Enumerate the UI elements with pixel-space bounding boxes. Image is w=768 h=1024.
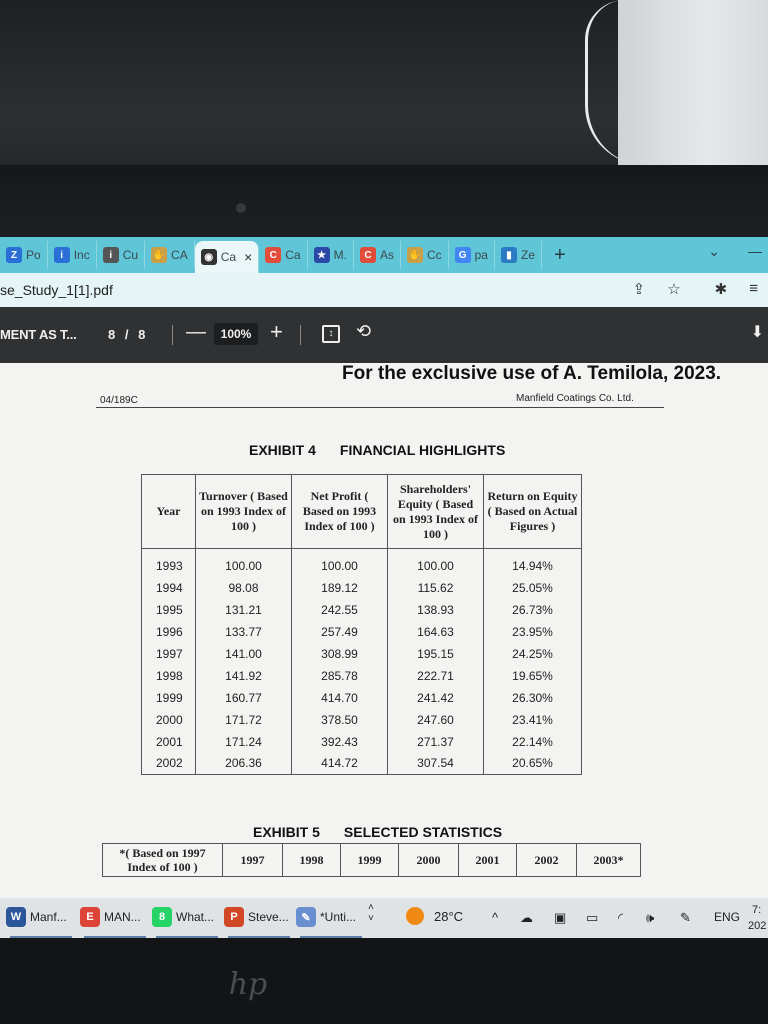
year-cell: 1997: [142, 643, 196, 665]
column-header: 1997: [223, 844, 283, 877]
taskbar-app-label: *Unti...: [320, 910, 357, 924]
input-language[interactable]: ENG: [714, 910, 741, 924]
info-icon: i: [54, 247, 70, 263]
hand-icon: ✋: [151, 247, 167, 263]
year-cell: 2001: [142, 731, 196, 753]
page-indicator: [108, 327, 145, 342]
value-cell: 222.71: [388, 665, 484, 687]
new-tab-button[interactable]: +: [554, 243, 566, 266]
paint-icon: ✎: [296, 907, 316, 927]
tab-label: Cu: [122, 248, 139, 262]
z-icon: Z: [6, 247, 22, 263]
company-name: Manfield Coatings Co. Ltd.: [516, 393, 634, 404]
weather-widget[interactable]: [406, 907, 463, 925]
value-cell: 206.36: [196, 753, 292, 775]
page-total: 8: [138, 327, 146, 342]
table-row: [142, 753, 582, 775]
column-header: Return on Equity ( Based on Actual Figures ): [484, 475, 582, 549]
value-cell: 23.95%: [484, 621, 582, 643]
selected-statistics-table: [102, 843, 641, 877]
value-cell: 392.43: [292, 731, 388, 753]
value-cell: 308.99: [292, 643, 388, 665]
tab-search-chevron-icon[interactable]: ⌄: [708, 243, 720, 259]
monitor-bezel-top: [0, 165, 768, 237]
exhibit4-heading: [249, 442, 505, 458]
pdf-toolbar: [0, 307, 768, 363]
page-separator: /: [124, 327, 129, 342]
tab-label: Ca: [220, 250, 237, 264]
tab-label: Ze: [520, 248, 535, 262]
browser-tab[interactable]: [401, 241, 449, 269]
value-cell: 164.63: [388, 621, 484, 643]
taskbar-app-label: What...: [176, 910, 215, 924]
value-cell: 133.77: [196, 621, 292, 643]
column-header: 2002: [517, 844, 577, 877]
share-icon[interactable]: ⇪: [632, 281, 646, 298]
table-row: [142, 731, 582, 753]
reading-list-icon[interactable]: ≡: [749, 280, 758, 297]
value-cell: 138.93: [388, 599, 484, 621]
tab-strip: [0, 237, 768, 273]
minimize-icon[interactable]: —: [748, 243, 762, 259]
zoom-level[interactable]: 100%: [214, 323, 258, 345]
toolbar-divider: [300, 325, 301, 345]
volume-icon[interactable]: 🕪: [646, 910, 655, 925]
browser-tab[interactable]: [354, 241, 401, 269]
browser-tab[interactable]: [259, 241, 307, 269]
bookmark-star-icon[interactable]: ☆: [667, 281, 681, 298]
windows-taskbar: [0, 898, 768, 938]
exclusive-use-banner: For the exclusive use of A. Temilola, 2023.: [342, 363, 722, 384]
column-header: 1998: [283, 844, 341, 877]
browser-tab[interactable]: [449, 241, 495, 269]
year-cell: 1993: [142, 549, 196, 577]
column-header: Turnover ( Based on 1993 Index of 100 ): [196, 475, 292, 549]
exhibit4-title: FINANCIAL HIGHLIGHTS: [339, 442, 506, 458]
value-cell: 115.62: [388, 577, 484, 599]
hp-logo: hp: [228, 967, 268, 1002]
taskbar-app-label: Manf...: [30, 910, 67, 924]
clock[interactable]: [748, 902, 767, 934]
exhibit5-heading: [253, 824, 502, 840]
hand-icon: ✋: [407, 247, 423, 263]
sun-icon: [406, 907, 424, 925]
table-row: [142, 577, 582, 599]
clock-time: 7:: [752, 904, 762, 916]
table-row: [142, 599, 582, 621]
taskbar-app[interactable]: [80, 907, 141, 927]
rotate-icon[interactable]: ⟲: [356, 321, 372, 341]
toolbar-divider: [172, 325, 173, 345]
page-current[interactable]: 8: [108, 327, 116, 342]
value-cell: 100.00: [388, 549, 484, 577]
year-cell: 2002: [142, 753, 196, 775]
taskbar-app-label: Steve...: [248, 910, 289, 924]
value-cell: 414.72: [292, 753, 388, 775]
value-cell: 189.12: [292, 577, 388, 599]
url-text[interactable]: se_Study_1[1].pdf: [0, 282, 113, 298]
value-cell: 307.54: [388, 753, 484, 775]
tab-label: Po: [26, 248, 41, 262]
value-cell: 141.00: [196, 643, 292, 665]
value-cell: 171.72: [196, 709, 292, 731]
extensions-puzzle-icon[interactable]: ✱: [714, 281, 728, 298]
value-cell: 242.55: [292, 599, 388, 621]
wifi-icon[interactable]: ◜: [618, 910, 624, 925]
value-cell: 98.08: [196, 577, 292, 599]
header-rule: [96, 407, 664, 408]
year-cell: 2000: [142, 709, 196, 731]
pdf-document-title: MENT AS T...: [0, 327, 77, 342]
value-cell: 378.50: [292, 709, 388, 731]
taskbar-app[interactable]: [152, 907, 214, 927]
tab-label: Ca: [285, 248, 301, 262]
browser-tab[interactable]: [97, 241, 145, 269]
value-cell: 19.65%: [484, 665, 582, 687]
year-cell: 1994: [142, 577, 196, 599]
exhibit5-title: SELECTED STATISTICS: [343, 824, 503, 840]
value-cell: 285.78: [292, 665, 388, 687]
exhibit4-label: EXHIBIT 4: [249, 442, 316, 458]
value-cell: 24.25%: [484, 643, 582, 665]
year-cell: 1996: [142, 621, 196, 643]
column-header: 2000: [399, 844, 459, 877]
tab-close-icon[interactable]: ×: [244, 249, 253, 265]
column-header: Year: [142, 475, 196, 549]
browser-tab[interactable]: [308, 241, 354, 269]
taskbar-app[interactable]: [6, 907, 67, 927]
zoom-in-button[interactable]: +: [270, 319, 283, 344]
value-cell: 131.21: [196, 599, 292, 621]
table-row: [142, 621, 582, 643]
browser-tab[interactable]: [145, 241, 195, 269]
value-cell: 25.05%: [484, 577, 582, 599]
year-cell: 1998: [142, 665, 196, 687]
onedrive-icon[interactable]: ☁: [520, 910, 533, 925]
tray-chevron-icon[interactable]: ^: [492, 910, 499, 925]
pen-icon[interactable]: ✎: [680, 910, 691, 925]
value-cell: 414.70: [292, 687, 388, 709]
value-cell: 23.41%: [484, 709, 582, 731]
browser-tab[interactable]: [195, 241, 260, 273]
value-cell: 271.37: [388, 731, 484, 753]
pdf-page: [0, 363, 768, 898]
taskbar-overflow-chevrons-icon[interactable]: ˄ ˅: [368, 902, 374, 924]
monitor-bezel-bottom: [0, 938, 768, 1024]
taskbar-app-label: MAN...: [104, 910, 141, 924]
year-cell: 1995: [142, 599, 196, 621]
value-cell: 100.00: [292, 549, 388, 577]
taskbar-app[interactable]: [296, 907, 356, 927]
financial-highlights-table: [141, 474, 582, 775]
screen: [0, 237, 768, 938]
value-cell: 171.24: [196, 731, 292, 753]
value-cell: 14.94%: [484, 549, 582, 577]
tab-label: pa: [474, 248, 488, 262]
fit-page-icon[interactable]: ↕: [322, 325, 340, 343]
tab-label: M.: [333, 248, 347, 262]
value-cell: 241.42: [388, 687, 484, 709]
browser-tab[interactable]: [495, 241, 542, 269]
column-header: Shareholders' Equity ( Based on 1993 Index of 100 ): [388, 475, 484, 549]
table-row: [142, 643, 582, 665]
tab-label: Inc: [73, 248, 90, 262]
column-header: 1999: [341, 844, 399, 877]
chrome-icon: E: [80, 907, 100, 927]
value-cell: 20.65%: [484, 753, 582, 775]
year-cell: 1999: [142, 687, 196, 709]
table-row: [142, 687, 582, 709]
case-code: 04/189C: [100, 395, 138, 406]
value-cell: 247.60: [388, 709, 484, 731]
table-row: [142, 709, 582, 731]
column-header: 2003*: [577, 844, 641, 877]
value-cell: 100.00: [196, 549, 292, 577]
tab-label: As: [379, 248, 394, 262]
battery-icon[interactable]: ▭: [586, 910, 599, 925]
tab-label: Cc: [426, 248, 442, 262]
powerpoint-icon: P: [224, 907, 244, 927]
table-row: [142, 665, 582, 687]
value-cell: 26.30%: [484, 687, 582, 709]
browser-tab[interactable]: [48, 241, 97, 269]
weather-temp: 28°C: [434, 908, 464, 924]
google-icon: G: [455, 247, 471, 263]
browser-tab[interactable]: [0, 241, 48, 269]
tab-label: CA: [171, 248, 188, 262]
exhibit5-label: EXHIBIT 5: [253, 824, 320, 840]
value-cell: 195.15: [388, 643, 484, 665]
globe-icon: ◉: [201, 249, 217, 265]
meet-now-icon[interactable]: ▣: [554, 910, 567, 925]
clock-date: 202: [748, 920, 767, 932]
c-icon: C: [360, 247, 376, 263]
word-icon: W: [6, 907, 26, 927]
star-icon: ★: [314, 247, 330, 263]
book-icon: ▮: [501, 247, 517, 263]
value-cell: 22.14%: [484, 731, 582, 753]
value-cell: 141.92: [196, 665, 292, 687]
column-header: Net Profit ( Based on 1993 Index of 100 ): [292, 475, 388, 549]
value-cell: 26.73%: [484, 599, 582, 621]
zoom-out-button[interactable]: —: [186, 321, 206, 343]
value-cell: 160.77: [196, 687, 292, 709]
address-bar: [0, 273, 768, 307]
column-header: 2001: [459, 844, 517, 877]
taskbar-app[interactable]: [224, 907, 289, 927]
table-row: [142, 549, 582, 577]
download-icon[interactable]: ⬇: [750, 324, 764, 341]
column-header: *( Based on 1997 Index of 100 ): [103, 844, 223, 877]
c-icon: C: [265, 247, 281, 263]
value-cell: 257.49: [292, 621, 388, 643]
info-circle-icon: i: [103, 247, 119, 263]
webcam: [236, 203, 246, 213]
whatsapp-icon: 8: [152, 907, 172, 927]
